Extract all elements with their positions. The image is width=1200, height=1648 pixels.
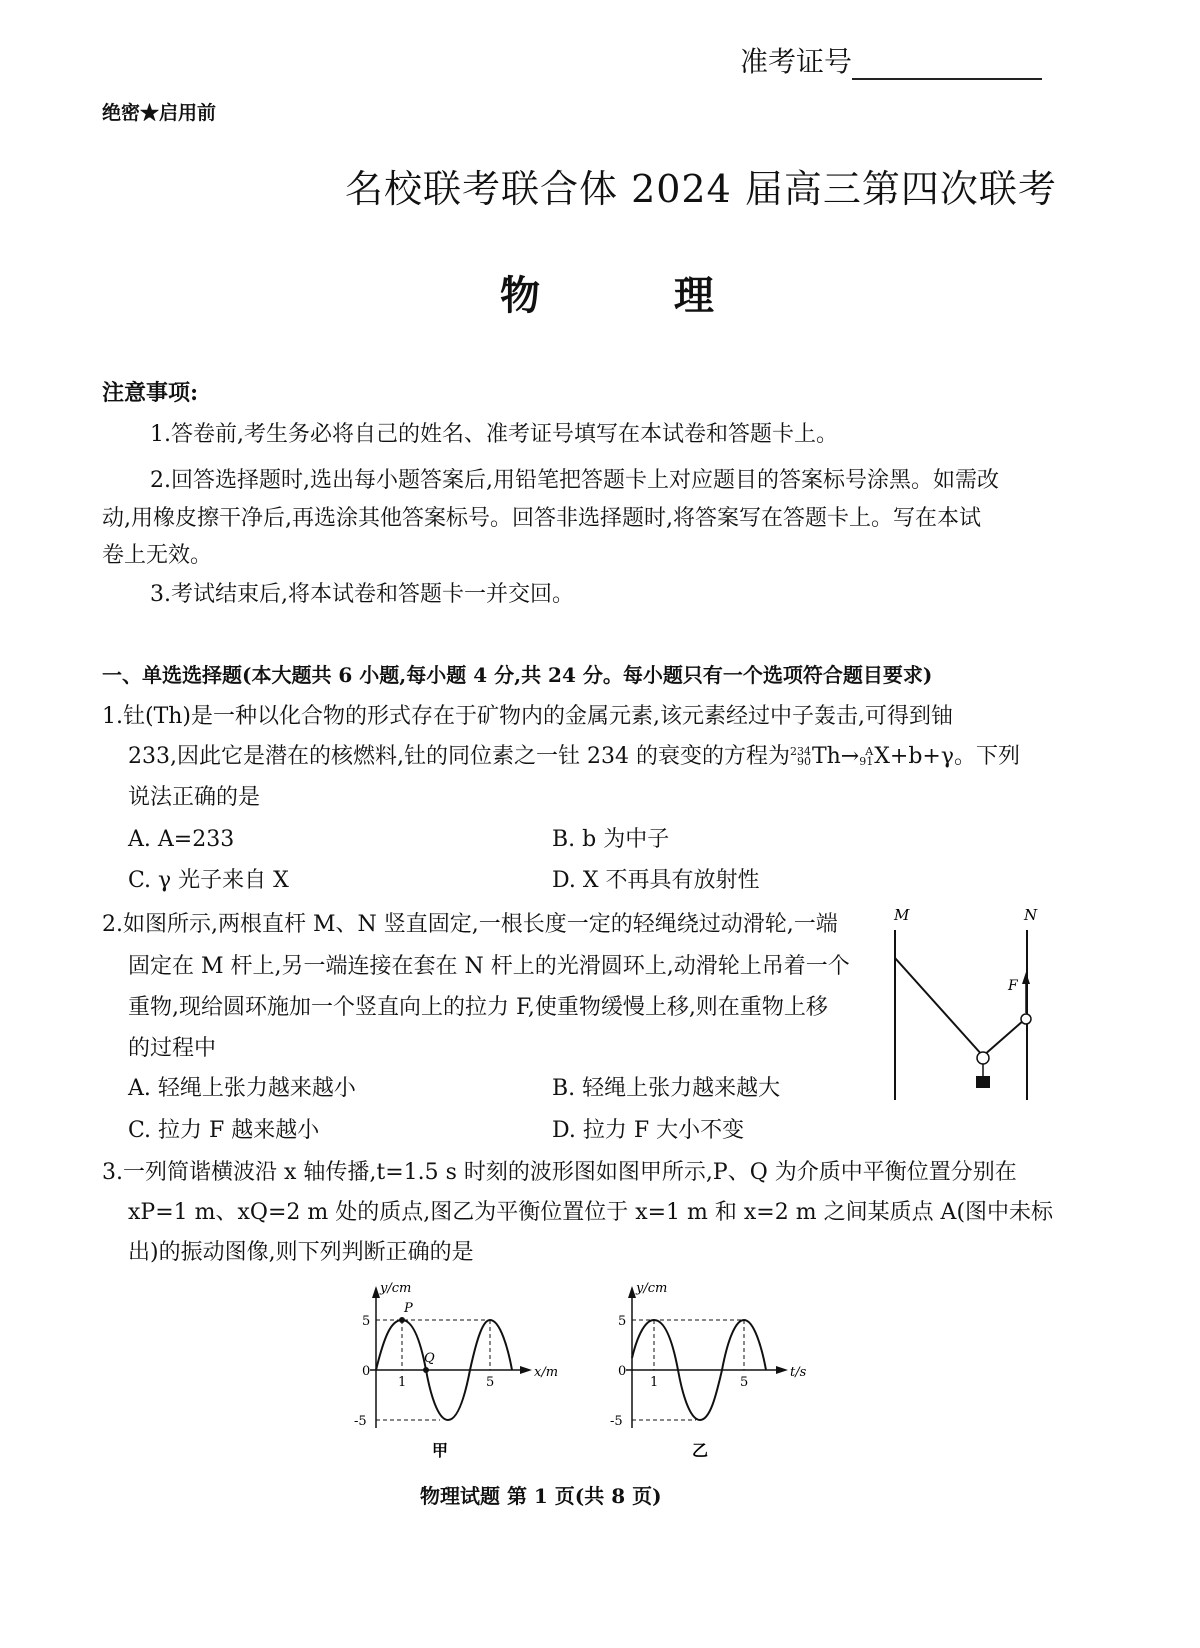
pole-m-label: M bbox=[894, 906, 910, 924]
exam-number-blank bbox=[852, 50, 1042, 80]
q2-line-1: 2.如图所示,两根直杆 M、N 竖直固定,一根长度一定的轻绳绕过动滑轮,一端 bbox=[102, 912, 838, 937]
pole-n-label: N bbox=[1024, 906, 1038, 924]
jia-caption: 甲 bbox=[432, 1441, 449, 1460]
x-atomic-number: 91 bbox=[859, 755, 874, 768]
q1-line-3: 说法正确的是 bbox=[128, 785, 261, 810]
note-item-1: 1.答卷前,考生务必将自己的姓名、准考证号填写在本试卷和答题卡上。 bbox=[150, 422, 838, 447]
pulley bbox=[977, 1052, 989, 1064]
jia-x-arrow bbox=[520, 1366, 532, 1374]
exam-number-field bbox=[740, 40, 1042, 80]
q3-line-1: 3.一列简谐横波沿 x 轴传播,t=1.5 s 时刻的波形图如图甲所示,P、Q 为介质中平衡位置分别在 bbox=[102, 1160, 1017, 1185]
note-item-2: 2.回答选择题时,选出每小题答案后,用铅笔把答题卡上对应题目的答案标号涂黑。如需改 bbox=[150, 468, 999, 493]
q2-option-c[interactable]: C. 拉力 F 越来越小 bbox=[128, 1118, 320, 1143]
ring bbox=[1021, 1014, 1031, 1024]
q3-line-2: xP=1 m、xQ=2 m 处的质点,图乙为平衡位置位于 x=1 m 和 x=2 m 之间某质点 A(图中未标 bbox=[128, 1200, 1054, 1225]
exam-title: 名校联考联合体 2024 届高三第四次联考 bbox=[345, 167, 1057, 211]
jia-x-tick-5: 5 bbox=[486, 1375, 495, 1390]
q2-option-b[interactable]: B. 轻绳上张力越来越大 bbox=[552, 1076, 781, 1101]
point-p-label: P bbox=[404, 1301, 413, 1316]
jia-y-bottom: -5 bbox=[354, 1414, 367, 1429]
force-arrow-head bbox=[1022, 972, 1030, 984]
force-label: F bbox=[1008, 978, 1018, 994]
th-mass-number: 234 bbox=[789, 745, 811, 758]
yi-x-label: t/s bbox=[790, 1365, 807, 1380]
jia-y-arrow bbox=[372, 1286, 380, 1298]
rope-right bbox=[983, 1020, 1024, 1056]
q1-option-b[interactable]: B. b 为中子 bbox=[552, 827, 670, 852]
yi-y-bottom: -5 bbox=[610, 1414, 623, 1429]
jia-y-label: y/cm bbox=[380, 1281, 412, 1296]
note-item-2-end: 卷上无效。 bbox=[102, 543, 213, 568]
note-item-3: 3.考试结束后,将本试卷和答题卡一并交回。 bbox=[150, 582, 574, 607]
note-item-2-cont: 动,用橡皮擦干净后,再选涂其他答案标号。回答非选择题时,将答案写在答题卡上。写在本试 bbox=[102, 506, 981, 531]
page-footer: 物理试题 第 1 页(共 8 页) bbox=[420, 1484, 662, 1508]
pulley-diagram bbox=[880, 900, 1050, 1110]
yi-caption: 乙 bbox=[692, 1441, 709, 1460]
point-p bbox=[399, 1317, 405, 1323]
exam-number-label: 准考证号 bbox=[740, 45, 853, 78]
q1-line-2-text: 233,因此它是潜在的核燃料,钍的同位素之一钍 234 的衰变的方程为 bbox=[128, 744, 790, 769]
q2-option-d[interactable]: D. 拉力 F 大小不变 bbox=[552, 1118, 745, 1143]
point-q bbox=[423, 1367, 429, 1373]
q1-line-2-end: X+b+γ。下列 bbox=[874, 744, 1021, 769]
th-atomic-number: 90 bbox=[796, 755, 811, 768]
q1-th-symbol: Th→ bbox=[811, 744, 860, 769]
th-isotope bbox=[790, 747, 811, 767]
section-heading: 一、单选选择题(本大题共 6 小题,每小题 4 分,共 24 分。每小题只有一个选项符合题目要求) bbox=[102, 663, 933, 687]
yi-y-top: 5 bbox=[618, 1314, 627, 1329]
yi-y-label: y/cm bbox=[636, 1281, 668, 1296]
q3-line-3: 出)的振动图像,则下列判断正确的是 bbox=[128, 1240, 474, 1265]
notes-heading: 注意事项: bbox=[102, 380, 199, 406]
q1-option-a[interactable]: A. A=233 bbox=[128, 827, 235, 852]
q1-line-2 bbox=[128, 742, 1088, 772]
vibration-graph-yi bbox=[596, 1278, 826, 1463]
q2-line-2: 固定在 M 杆上,另一端连接在套在 N 杆上的光滑圆环上,动滑轮上吊着一个 bbox=[128, 954, 850, 979]
q1-option-d[interactable]: D. X 不再具有放射性 bbox=[552, 868, 760, 893]
q1-option-c[interactable]: C. γ 光子来自 X bbox=[128, 868, 289, 893]
q1-line-1: 1.钍(Th)是一种以化合物的形式存在于矿物内的金属元素,该元素经过中子轰击,可得到铀 bbox=[102, 704, 953, 729]
jia-y-zero: 0 bbox=[362, 1364, 371, 1379]
q2-option-a[interactable]: A. 轻绳上张力越来越小 bbox=[128, 1076, 356, 1101]
jia-x-tick-1: 1 bbox=[398, 1375, 407, 1390]
point-q-label: Q bbox=[424, 1351, 435, 1366]
jia-y-top: 5 bbox=[362, 1314, 371, 1329]
x-isotope bbox=[859, 747, 873, 767]
jia-x-label: x/m bbox=[534, 1365, 559, 1380]
yi-y-zero: 0 bbox=[618, 1364, 627, 1379]
q2-line-3: 重物,现给圆环施加一个竖直向上的拉力 F,使重物缓慢上移,则在重物上移 bbox=[128, 995, 828, 1020]
rope-left bbox=[895, 958, 983, 1056]
yi-x-tick-1: 1 bbox=[650, 1375, 659, 1390]
yi-x-tick-5: 5 bbox=[740, 1375, 749, 1390]
yi-x-arrow bbox=[776, 1366, 788, 1374]
subject-title: 物 理 bbox=[500, 272, 774, 319]
wave-graph-jia bbox=[340, 1278, 570, 1463]
q2-line-4: 的过程中 bbox=[128, 1036, 217, 1061]
weight bbox=[976, 1076, 990, 1088]
x-mass-number: A bbox=[865, 745, 874, 758]
secret-label: 绝密★启用前 bbox=[102, 102, 217, 124]
yi-y-arrow bbox=[628, 1286, 636, 1298]
